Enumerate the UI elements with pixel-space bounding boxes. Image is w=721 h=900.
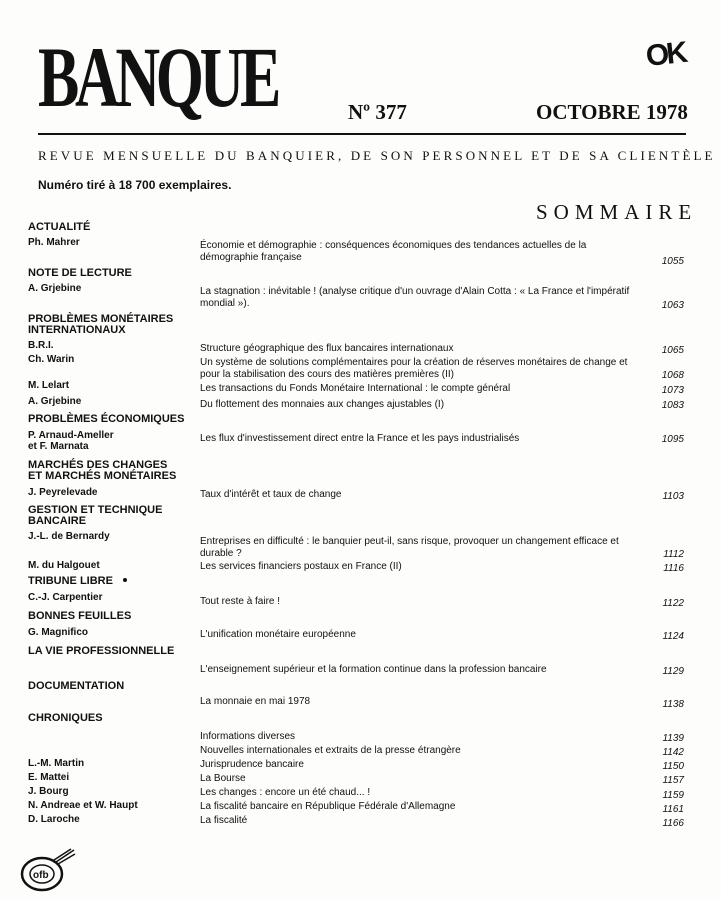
page-number: 1055 bbox=[661, 256, 684, 267]
article-title: La fiscalité bbox=[200, 815, 248, 826]
author: N. Andreae et W. Haupt bbox=[28, 800, 138, 811]
section-heading: TRIBUNE LIBRE bbox=[28, 575, 113, 587]
page-number: 1157 bbox=[662, 775, 684, 786]
author: Ph. Mahrer bbox=[28, 237, 80, 248]
article-title: Les flux d'investissement direct entre la France et les pays industrialisés bbox=[200, 433, 520, 444]
author: E. Mattei bbox=[28, 772, 70, 783]
author: A. Grjebine bbox=[28, 283, 82, 294]
article-title: Nouvelles internationales et extraits de la presse étrangère bbox=[200, 745, 461, 756]
page-number: 1124 bbox=[662, 631, 684, 642]
svg-text:ofb: ofb bbox=[33, 870, 49, 881]
issue-number: Nº 377 bbox=[348, 100, 407, 124]
section-heading: PROBLÈMES ÉCONOMIQUES bbox=[28, 413, 185, 425]
article-title: Informations diverses bbox=[200, 731, 296, 742]
page-number: 1063 bbox=[661, 300, 684, 311]
article-title: Les transactions du Fonds Monétaire International : le compte général bbox=[200, 383, 511, 394]
author: D. Laroche bbox=[28, 814, 80, 825]
article-title: Un système de solutions complémentaires pour la création de réserves monétaires de change et pour la stabilisation des cours des matières premières (II) bbox=[200, 357, 628, 380]
page-number: 1161 bbox=[662, 804, 684, 815]
author: M. du Halgouet bbox=[28, 560, 100, 571]
page-number: 1129 bbox=[662, 666, 684, 677]
section-heading: BANCAIRE bbox=[28, 515, 87, 527]
issue-date: OCTOBRE 1978 bbox=[536, 100, 688, 124]
author: C.-J. Carpentier bbox=[28, 592, 103, 603]
article-title: Économie et démographie : conséquences économiques des tendances actuelles de la démographie française bbox=[200, 240, 587, 263]
page-number: 1166 bbox=[662, 818, 684, 829]
section-heading: PROBLÈMES MONÉTAIRES bbox=[28, 313, 174, 325]
author: J.-L. de Bernardy bbox=[28, 531, 110, 542]
article-title: La monnaie en mai 1978 bbox=[200, 696, 311, 707]
article-title: Tout reste à faire ! bbox=[200, 596, 281, 607]
page-number: 1103 bbox=[662, 491, 684, 502]
page-number: 1138 bbox=[662, 699, 684, 710]
sommaire-heading: SOMMAIRE bbox=[536, 200, 698, 224]
ok-handwritten-mark: OK bbox=[644, 36, 687, 73]
author: B.R.I. bbox=[28, 340, 54, 351]
section-heading: GESTION ET TECHNIQUE bbox=[28, 504, 163, 516]
author: L.-M. Martin bbox=[28, 758, 85, 769]
section-heading: MARCHÉS DES CHANGES bbox=[28, 459, 168, 471]
author: M. Lelart bbox=[28, 380, 70, 391]
author: A. Grjebine bbox=[28, 396, 82, 407]
author: Ch. Warin bbox=[28, 354, 75, 365]
author: G. Magnifico bbox=[28, 627, 88, 638]
header-rule bbox=[38, 133, 686, 135]
article-title: L'unification monétaire européenne bbox=[200, 629, 356, 640]
article-title: La Bourse bbox=[200, 773, 246, 784]
section-heading: ACTUALITÉ bbox=[28, 221, 91, 233]
section-heading: BONNES FEUILLES bbox=[28, 610, 132, 622]
page-number: 1065 bbox=[661, 345, 684, 356]
author: J. Peyrelevade bbox=[28, 487, 98, 498]
article-title: Structure géographique des flux bancaires internationaux bbox=[200, 343, 454, 354]
article-title: La fiscalité bancaire en République Fédérale d'Allemagne bbox=[200, 801, 456, 812]
article-title: La stagnation : inévitable ! (analyse critique d'un ouvrage d'Alain Cotta : « La France et l'impératif mondial »). bbox=[200, 286, 630, 309]
section-heading: CHRONIQUES bbox=[28, 712, 103, 724]
article-title: Les services financiers postaux en France (II) bbox=[200, 561, 402, 572]
print-run: Numéro tiré à 18 700 exemplaires. bbox=[38, 178, 232, 192]
stray-dot bbox=[123, 578, 127, 582]
page-number: 1073 bbox=[661, 385, 684, 396]
page-number: 1122 bbox=[662, 598, 684, 609]
publisher-seal-icon bbox=[18, 848, 78, 894]
author: J. Bourg bbox=[28, 786, 69, 797]
page-number: 1083 bbox=[661, 400, 684, 411]
section-heading: LA VIE PROFESSIONNELLE bbox=[28, 645, 175, 657]
article-title: Les changes : encore un été chaud... ! bbox=[200, 787, 371, 798]
article-title: Jurisprudence bancaire bbox=[200, 759, 304, 770]
article-title: Taux d'intérêt et taux de change bbox=[200, 489, 342, 500]
page-number: 1068 bbox=[661, 370, 684, 381]
article-title: Du flottement des monnaies aux changes ajustables (I) bbox=[200, 399, 445, 410]
author: P. Arnaud-Ameller bbox=[28, 430, 114, 441]
section-heading: NOTE DE LECTURE bbox=[28, 267, 132, 279]
page-number: 1112 bbox=[663, 549, 684, 560]
section-heading: INTERNATIONAUX bbox=[28, 324, 126, 336]
tagline: REVUE MENSUELLE DU BANQUIER, DE SON PERSONNEL ET DE SA CLIENTÈLE bbox=[38, 148, 716, 163]
page-number: 1139 bbox=[662, 733, 684, 744]
author: et F. Marnata bbox=[28, 441, 89, 452]
article-title: Entreprises en difficulté : le banquier peut-il, sans risque, provoquer un changement efficace et durable ? bbox=[200, 536, 619, 559]
page-number: 1150 bbox=[662, 761, 684, 772]
masthead-title: BANQUE bbox=[38, 29, 277, 125]
page-number: 1142 bbox=[662, 747, 684, 758]
page-number: 1159 bbox=[662, 790, 684, 801]
page-number: 1095 bbox=[661, 434, 684, 445]
page-number: 1116 bbox=[663, 563, 684, 574]
article-title: L'enseignement supérieur et la formation continue dans la profession bancaire bbox=[200, 664, 547, 675]
section-heading: ET MARCHÉS MONÉTAIRES bbox=[28, 470, 177, 482]
section-heading: DOCUMENTATION bbox=[28, 680, 125, 692]
